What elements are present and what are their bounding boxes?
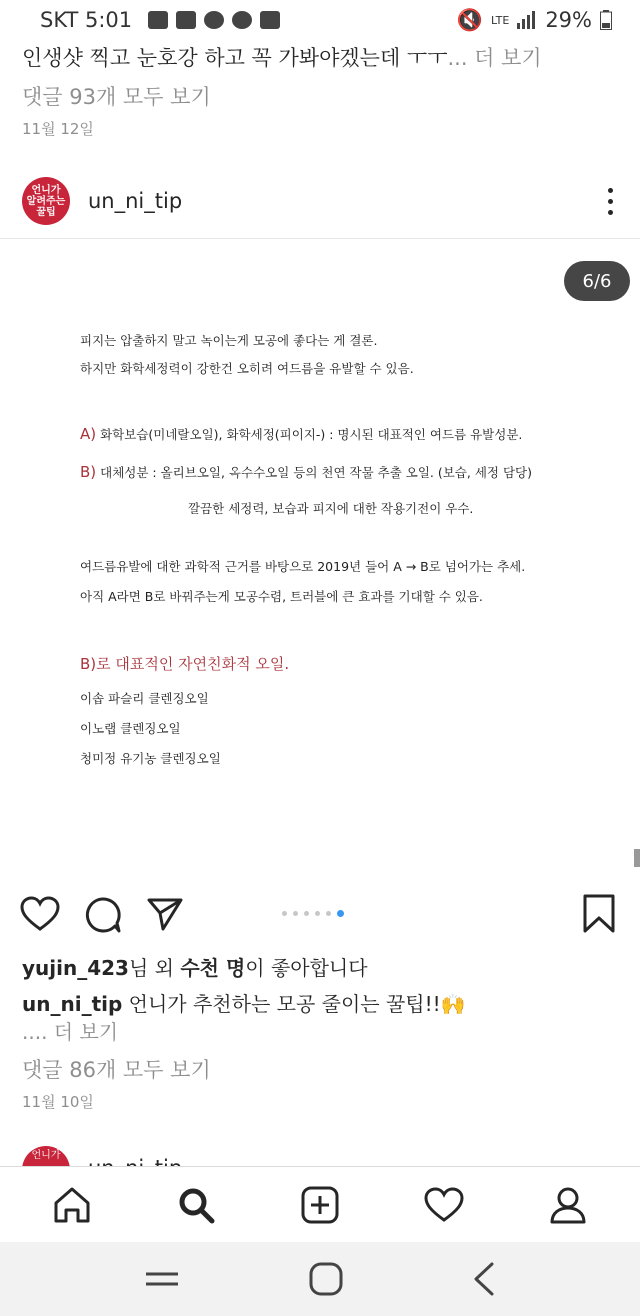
post-caption [22,988,466,1017]
system-nav-bar [0,1242,640,1316]
image-line-a [80,425,522,443]
likes-user[interactable]: yujin_423 [22,956,129,980]
image-line-a-text: 화학보습(미네랄오일), 화학세정(피이지-) : 명시된 대표적인 여드름 유발성분. [100,427,523,442]
carousel-dot [315,911,320,916]
nav-home[interactable] [40,1173,104,1237]
carrier-time: SKT 5:01 [40,8,133,32]
image-line: 피지는 압출하지 말고 녹이는게 모공에 좋다는 게 결론. [80,333,378,348]
more-options-icon[interactable] [602,188,618,215]
nav-profile[interactable] [536,1173,600,1237]
image-line: 여드름유발에 대한 과학적 근거를 바탕으로 2019년 들어 A → B로 넘어가는 추세. [80,559,526,574]
search-icon [177,1186,215,1224]
post-image[interactable] [0,239,640,879]
post-date: 11월 10일 [22,1093,94,1111]
nav-search[interactable] [164,1173,228,1237]
action-bar [0,890,640,938]
network-label: LTE [491,13,510,27]
mute-icon: 🔇 [456,7,484,32]
share-icon[interactable] [146,896,184,932]
carousel-dot [282,911,287,916]
home-icon [53,1186,91,1224]
carousel-dot [326,911,331,916]
bottom-nav [0,1166,640,1242]
like-heart-icon[interactable] [20,896,60,932]
recent-apps-icon[interactable] [144,1267,180,1291]
home-button-icon[interactable] [309,1262,343,1296]
image-counter: 6/6 [564,261,630,301]
avatar-text: 언니가 알려주는 꿀팁 [26,184,66,218]
message-icon [148,11,168,29]
likes-tail: 이 좋아합니다 [245,956,368,980]
nav-activity[interactable] [412,1173,476,1237]
carousel-indicator [282,910,344,917]
next-avatar[interactable]: 언니가 [22,1146,70,1194]
bookmark-icon[interactable] [582,894,616,934]
caption-username[interactable]: un_ni_tip [22,992,123,1016]
caption-more-link[interactable]: .... 더 보기 [22,1020,119,1044]
checkbox-icon [176,11,196,29]
talk-icon [204,11,224,29]
previous-caption-text: 인생샷 찍고 눈호강 하고 꼭 가봐야겠는데 ㅜㅜ [22,46,448,70]
battery-percent: 29% [545,8,592,32]
image-heading: B)로 대표적인 자연친화적 오일. [80,655,290,673]
image-line: 이솝 파슬리 클렌징오일 [80,691,209,706]
likes-mid: 님 외 [128,956,181,980]
image-line-b-text: 대체성분 : 올리브오일, 옥수수오일 등의 천연 작물 추출 오일. (보습, 세정 담당) [100,465,532,480]
carousel-dot-active [337,910,344,917]
previous-comments-link[interactable]: 댓글 93개 모두 보기 [22,85,211,109]
post-header [0,170,640,232]
comment-icon[interactable] [84,896,122,934]
likes-count[interactable]: 수천 명 [180,956,246,980]
notification-icons [148,11,280,29]
chat-icon [232,11,252,29]
marker-a: A) [80,425,97,443]
carousel-dot [293,911,298,916]
post-username[interactable]: un_ni_tip [88,189,183,213]
image-line: 깔끔한 세정력, 보습과 피지에 대한 작용기전이 우수. [188,501,474,516]
next-post-header [22,1146,622,1166]
likes-summary[interactable] [22,952,368,981]
feather-icon [260,11,280,29]
scroll-indicator [634,849,640,867]
avatar[interactable] [22,177,70,225]
carousel-dot [304,911,309,916]
previous-more-link[interactable]: ... 더 보기 [447,46,542,70]
previous-post-date: 11월 12일 [22,120,94,138]
image-line: 이노랩 클렌징오일 [80,721,181,736]
image-line-b [80,463,532,481]
status-bar [0,0,640,40]
marker-b: B) [80,463,97,481]
activity-heart-icon [424,1187,464,1223]
profile-icon [549,1186,587,1224]
caption-text: 언니가 추천하는 모공 줄이는 꿀팁!!🙌 [122,992,466,1016]
nav-new-post[interactable] [288,1173,352,1237]
add-post-icon [301,1186,339,1224]
image-line: 청미정 유기농 클렌징오일 [80,751,221,766]
image-line: 하지만 화학세정력이 강한건 오히려 여드름을 유발할 수 있음. [80,361,414,376]
image-line: 아직 A라면 B로 바꿔주는게 모공수렴, 트러블에 큰 효과를 기대할 수 있음. [80,589,483,604]
battery-icon [600,10,612,30]
signal-icon [517,11,537,29]
back-icon[interactable] [472,1262,496,1296]
previous-post-caption [22,42,622,72]
view-comments-link[interactable]: 댓글 86개 모두 보기 [22,1058,211,1082]
